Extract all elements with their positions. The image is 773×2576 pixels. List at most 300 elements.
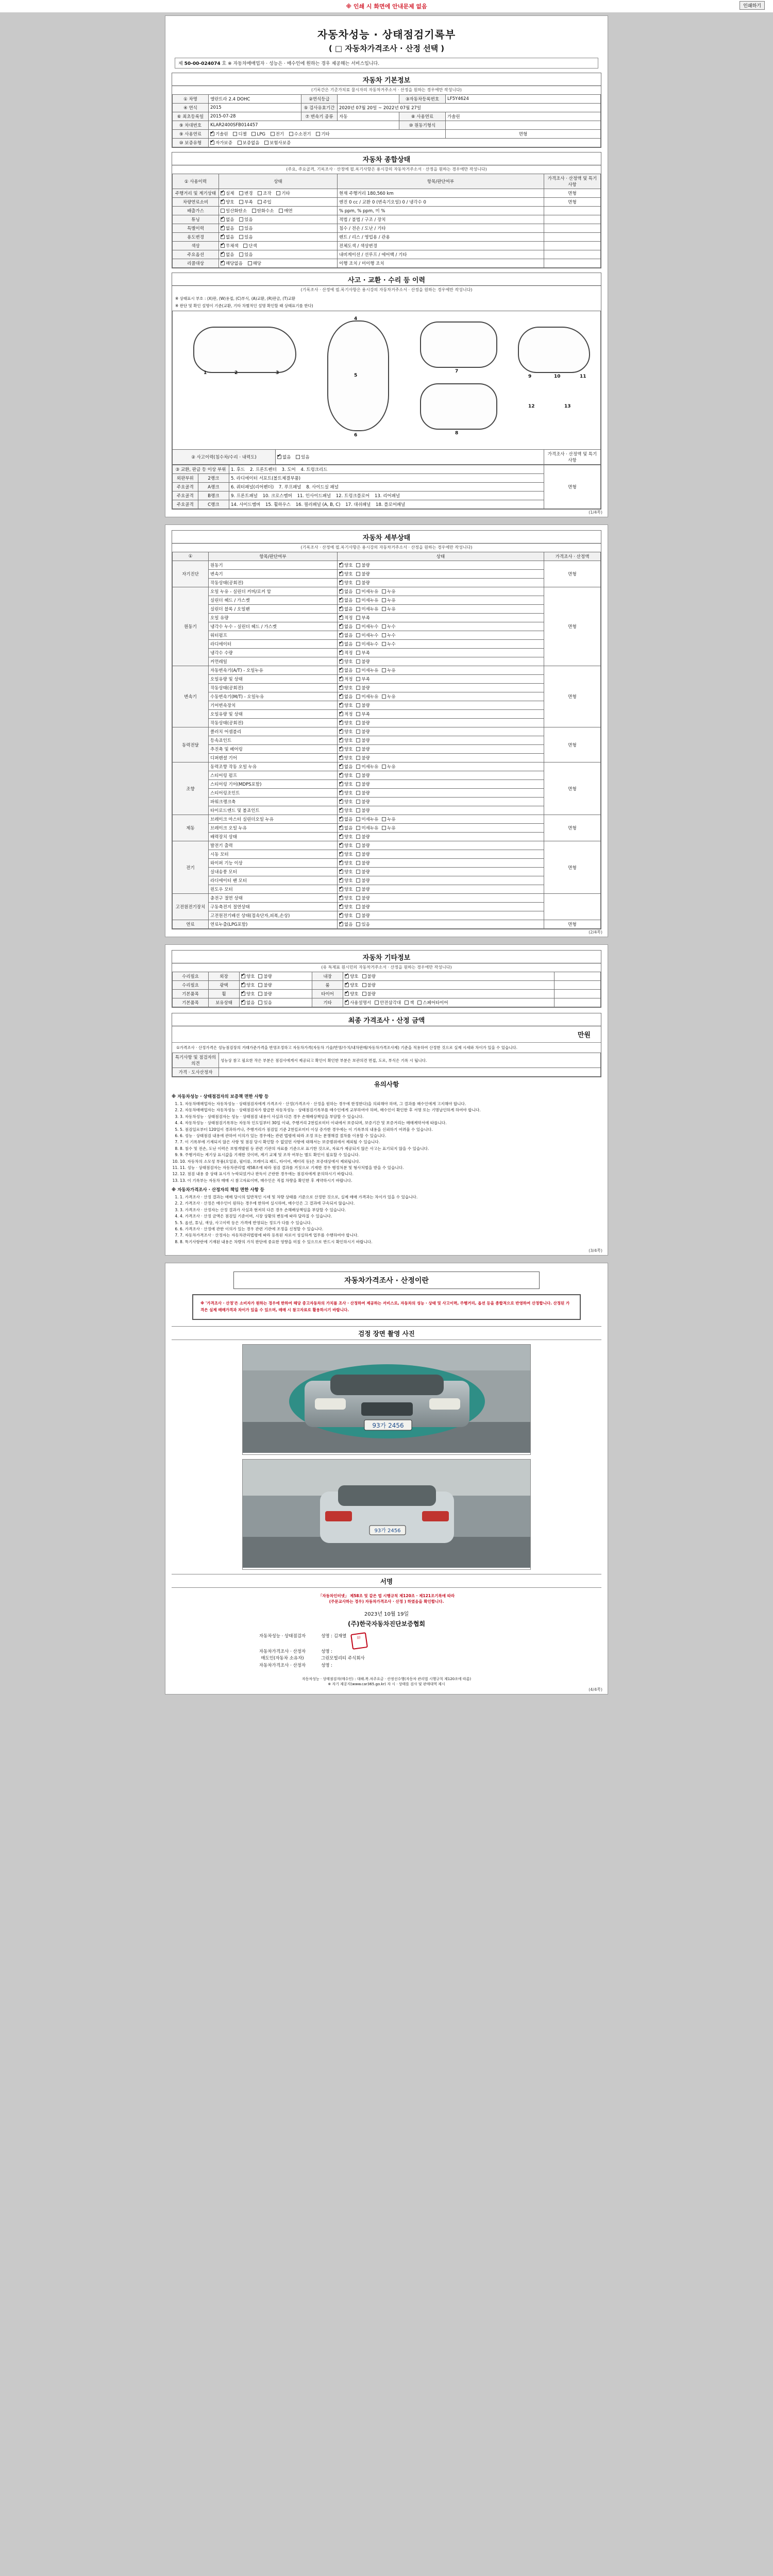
warranty-option[interactable] [238,140,260,146]
checkbox-icon[interactable] [339,581,343,585]
detail-option[interactable] [382,816,395,822]
checkbox-icon[interactable] [382,817,386,821]
detail-option[interactable] [382,597,395,603]
detail-option[interactable] [356,728,369,735]
detail-option[interactable] [356,632,378,638]
detail-option[interactable] [339,623,352,630]
other-option[interactable] [405,999,414,1006]
frame-item[interactable]: 18. 플로어패널 [376,502,406,507]
checkbox-icon[interactable] [356,861,360,865]
detail-option[interactable] [356,685,369,691]
detail-option[interactable] [339,728,352,735]
detail-option[interactable] [356,904,369,910]
checkbox-icon[interactable] [356,878,360,883]
detail-option[interactable] [339,711,352,717]
detail-option[interactable] [382,825,395,831]
checkbox-icon[interactable] [339,598,343,602]
frame-item[interactable]: 11. 인사이드패널 [297,494,331,499]
checkbox-icon[interactable] [382,633,386,637]
detail-option[interactable] [339,781,352,787]
other-option[interactable] [417,999,448,1006]
checkbox-icon[interactable] [248,261,252,265]
detail-option[interactable] [356,615,369,621]
detail-option[interactable] [356,886,369,892]
checkbox-icon[interactable] [251,132,256,136]
checkbox-icon[interactable] [356,668,360,672]
fuel-option[interactable] [210,131,228,137]
checkbox-icon[interactable] [356,756,360,760]
checkbox-icon[interactable] [356,800,360,804]
checkbox-icon[interactable] [345,974,349,978]
detail-option[interactable] [356,825,378,831]
detail-option[interactable] [382,667,395,673]
frame-item[interactable]: 16. 필러패널 (A, B, C) [295,502,341,507]
detail-option[interactable] [356,799,369,805]
checkbox-icon[interactable] [339,712,343,716]
detail-option[interactable] [356,772,369,778]
checkbox-icon[interactable] [277,455,281,459]
checkbox-icon[interactable] [356,817,360,821]
checkbox-icon[interactable] [241,992,245,996]
checkbox-icon[interactable] [239,235,243,239]
checkbox-icon[interactable] [356,747,360,751]
checkbox-icon[interactable] [356,598,360,602]
frame-item[interactable]: 4. 트렁크리드 [300,467,328,472]
detail-option[interactable] [356,860,369,866]
checkbox-icon[interactable] [339,633,343,637]
detail-option[interactable] [339,799,352,805]
checkbox-icon[interactable] [239,217,243,222]
state-option[interactable] [221,208,247,214]
detail-option[interactable] [339,790,352,796]
detail-option[interactable] [339,746,352,752]
checkbox-icon[interactable] [356,616,360,620]
checkbox-icon[interactable] [339,913,343,918]
detail-option[interactable] [339,641,352,647]
other-option[interactable] [241,982,255,988]
checkbox-icon[interactable] [316,132,320,136]
checkbox-icon[interactable] [221,235,225,239]
checkbox-icon[interactable] [339,642,343,646]
checkbox-icon[interactable] [241,1001,245,1005]
state-option[interactable] [221,251,234,258]
state-option[interactable] [221,199,234,205]
checkbox-icon[interactable] [210,141,214,145]
checkbox-icon[interactable] [339,694,343,699]
detail-option[interactable] [356,790,369,796]
detail-option[interactable] [339,562,352,568]
other-option[interactable] [258,982,272,988]
detail-option[interactable] [356,702,369,708]
detail-option[interactable] [339,597,352,603]
checkbox-icon[interactable] [258,992,262,996]
checkbox-icon[interactable] [339,826,343,830]
checkbox-icon[interactable] [339,878,343,883]
checkbox-icon[interactable] [356,651,360,655]
detail-option[interactable] [356,658,369,665]
detail-option[interactable] [356,746,369,752]
detail-option[interactable] [382,606,395,612]
state-option[interactable] [239,234,253,240]
other-option[interactable] [258,991,272,997]
detail-option[interactable] [356,912,369,919]
detail-option[interactable] [339,676,352,682]
accident-option[interactable] [296,454,309,460]
checkbox-icon[interactable] [382,624,386,629]
fuel-option[interactable] [316,131,329,137]
detail-option[interactable] [339,895,352,901]
checkbox-icon[interactable] [339,607,343,611]
checkbox-icon[interactable] [221,226,225,230]
state-option[interactable] [221,243,239,249]
frame-item[interactable]: 6. 쿼터패널(리어펜더) [231,485,274,490]
checkbox-icon[interactable] [382,765,386,769]
other-option[interactable] [362,973,376,979]
checkbox-icon[interactable] [258,191,262,195]
detail-option[interactable] [356,650,369,656]
detail-option[interactable] [339,912,352,919]
detail-option[interactable] [356,641,378,647]
checkbox-icon[interactable] [339,616,343,620]
checkbox-icon[interactable] [356,870,360,874]
detail-option[interactable] [339,693,352,700]
checkbox-icon[interactable] [339,808,343,812]
vehicle-diagram[interactable] [172,311,601,450]
checkbox-icon[interactable] [356,703,360,707]
checkbox-icon[interactable] [356,896,360,900]
state-option[interactable] [243,243,257,249]
checkbox-icon[interactable] [356,808,360,812]
detail-option[interactable] [339,816,352,822]
checkbox-icon[interactable] [252,209,256,213]
detail-option[interactable] [356,623,378,630]
checkbox-icon[interactable] [221,252,225,257]
detail-option[interactable] [356,597,378,603]
detail-option[interactable] [356,764,378,770]
detail-option[interactable] [339,755,352,761]
checkbox-icon[interactable] [339,791,343,795]
state-option[interactable] [239,190,253,196]
detail-option[interactable] [356,851,369,857]
checkbox-icon[interactable] [339,703,343,707]
fuel-option[interactable] [233,131,246,137]
detail-option[interactable] [382,693,395,700]
detail-option[interactable] [339,685,352,691]
detail-option[interactable] [356,781,369,787]
checkbox-icon[interactable] [221,217,225,222]
checkbox-icon[interactable] [356,659,360,664]
checkbox-icon[interactable] [356,581,360,585]
fuel-option[interactable] [251,132,265,137]
checkbox-icon[interactable] [356,730,360,734]
checkbox-icon[interactable] [382,668,386,672]
checkbox-icon[interactable] [382,826,386,830]
checkbox-icon[interactable] [239,191,243,195]
checkbox-icon[interactable] [356,642,360,646]
detail-option[interactable] [339,764,352,770]
checkbox-icon[interactable] [382,642,386,646]
detail-option[interactable] [356,711,369,717]
detail-option[interactable] [356,720,369,726]
checkbox-icon[interactable] [339,659,343,664]
detail-option[interactable] [339,720,352,726]
frame-item[interactable]: 15. 휠하우스 [265,502,291,507]
checkbox-icon[interactable] [356,607,360,611]
checkbox-icon[interactable] [258,974,262,978]
checkbox-icon[interactable] [339,747,343,751]
checkbox-icon[interactable] [238,141,242,145]
checkbox-icon[interactable] [271,132,275,136]
other-option[interactable] [241,999,255,1006]
checkbox-icon[interactable] [362,983,366,987]
frame-item[interactable]: 5. 라디에이터 서포트(볼트체결부품) [231,476,301,481]
checkbox-icon[interactable] [345,983,349,987]
detail-option[interactable] [382,764,395,770]
other-option[interactable] [241,991,255,997]
state-option[interactable] [221,216,234,223]
detail-option[interactable] [339,860,352,866]
detail-option[interactable] [356,755,369,761]
checkbox-icon[interactable] [339,572,343,576]
detail-option[interactable] [339,702,352,708]
frame-item[interactable]: 2. 프론트펜더 [249,467,277,472]
checkbox-icon[interactable] [339,765,343,769]
checkbox-icon[interactable] [221,191,225,195]
checkbox-icon[interactable] [356,765,360,769]
fuel-option[interactable] [271,131,284,137]
checkbox-icon[interactable] [339,773,343,777]
frame-item[interactable]: 12. 트렁크플로어 [335,494,370,499]
state-option[interactable] [252,208,274,214]
checkbox-icon[interactable] [356,738,360,742]
state-option[interactable] [248,260,261,266]
detail-option[interactable] [382,623,395,630]
checkbox-icon[interactable] [221,261,225,265]
checkbox-icon[interactable] [356,712,360,716]
other-option[interactable] [345,999,371,1006]
detail-option[interactable] [339,842,352,849]
detail-option[interactable] [339,632,352,638]
detail-option[interactable] [339,580,352,586]
state-option[interactable] [221,260,243,266]
detail-option[interactable] [356,816,378,822]
checkbox-icon[interactable] [258,983,262,987]
checkbox-icon[interactable] [339,624,343,629]
frame-item[interactable]: 14. 사이드멤버 [231,502,261,507]
detail-option[interactable] [339,658,352,665]
checkbox-icon[interactable] [339,677,343,681]
checkbox-icon[interactable] [279,209,283,213]
detail-option[interactable] [339,904,352,910]
checkbox-icon[interactable] [339,730,343,734]
frame-item[interactable]: 7. 루프패널 [278,485,301,490]
detail-option[interactable] [339,571,352,577]
checkbox-icon[interactable] [356,589,360,594]
checkbox-icon[interactable] [356,913,360,918]
detail-option[interactable] [356,842,369,849]
frame-item[interactable]: 13. 리어패널 [374,494,400,499]
checkbox-icon[interactable] [339,922,343,926]
checkbox-icon[interactable] [258,1001,262,1005]
checkbox-icon[interactable] [339,852,343,856]
detail-option[interactable] [339,851,352,857]
detail-option[interactable] [339,869,352,875]
detail-option[interactable] [339,772,352,778]
checkbox-icon[interactable] [356,721,360,725]
detail-option[interactable] [339,615,352,621]
state-option[interactable] [239,225,253,231]
checkbox-icon[interactable] [339,738,343,742]
checkbox-icon[interactable] [382,589,386,594]
checkbox-icon[interactable] [356,773,360,777]
checkbox-icon[interactable] [210,132,214,136]
checkbox-icon[interactable] [356,843,360,848]
checkbox-icon[interactable] [339,651,343,655]
detail-option[interactable] [339,650,352,656]
detail-option[interactable] [339,886,352,892]
warranty-option[interactable] [264,140,291,146]
checkbox-icon[interactable] [241,983,245,987]
checkbox-icon[interactable] [243,244,247,248]
checkbox-icon[interactable] [356,782,360,786]
state-option[interactable] [221,225,234,231]
checkbox-icon[interactable] [339,668,343,672]
detail-option[interactable] [356,676,369,682]
checkbox-icon[interactable] [356,624,360,629]
detail-option[interactable] [356,562,369,568]
state-option[interactable] [221,190,234,196]
checkbox-icon[interactable] [417,1001,422,1005]
detail-option[interactable] [356,869,369,875]
checkbox-icon[interactable] [382,694,386,699]
other-option[interactable] [362,982,376,988]
checkbox-icon[interactable] [339,800,343,804]
frame-item[interactable]: 10. 크로스멤버 [262,494,292,499]
frame-item[interactable]: 9. 프론트패널 [231,494,258,499]
checkbox-icon[interactable] [221,200,225,204]
checkbox-icon[interactable] [339,835,343,839]
checkbox-icon[interactable] [356,563,360,567]
checkbox-icon[interactable] [339,870,343,874]
checkbox-icon[interactable] [339,756,343,760]
detail-option[interactable] [356,895,369,901]
checkbox-icon[interactable] [339,589,343,594]
checkbox-icon[interactable] [339,721,343,725]
detail-option[interactable] [382,641,395,647]
accident-option[interactable] [277,454,291,460]
detail-option[interactable] [339,588,352,595]
other-option[interactable] [258,999,272,1006]
other-option[interactable] [345,973,358,979]
checkbox-icon[interactable] [339,782,343,786]
detail-option[interactable] [356,834,369,840]
checkbox-icon[interactable] [356,686,360,690]
checkbox-icon[interactable] [356,852,360,856]
other-option[interactable] [258,973,272,979]
detail-option[interactable] [382,632,395,638]
other-option[interactable] [345,982,358,988]
state-option[interactable] [239,199,253,205]
checkbox-icon[interactable] [345,992,349,996]
checkbox-icon[interactable] [339,563,343,567]
detail-option[interactable] [339,807,352,814]
detail-option[interactable] [339,834,352,840]
checkbox-icon[interactable] [362,974,366,978]
detail-option[interactable] [339,606,352,612]
detail-option[interactable] [356,588,378,595]
checkbox-icon[interactable] [356,633,360,637]
detail-option[interactable] [356,737,369,743]
checkbox-icon[interactable] [339,896,343,900]
checkbox-icon[interactable] [339,887,343,891]
checkbox-icon[interactable] [239,252,243,257]
frame-item[interactable]: 8. 사이드실 패널 [306,485,339,490]
checkbox-icon[interactable] [258,200,262,204]
detail-option[interactable] [356,921,369,927]
fuel-option[interactable] [289,131,311,137]
checkbox-icon[interactable] [382,607,386,611]
state-option[interactable] [276,190,290,196]
checkbox-icon[interactable] [239,226,243,230]
checkbox-icon[interactable] [356,887,360,891]
detail-option[interactable] [339,825,352,831]
state-option[interactable] [258,199,271,205]
checkbox-icon[interactable] [339,843,343,848]
frame-item[interactable]: 17. 대쉬패널 [345,502,371,507]
checkbox-icon[interactable] [221,244,225,248]
checkbox-icon[interactable] [239,200,243,204]
state-option[interactable] [279,208,292,214]
detail-option[interactable] [356,606,378,612]
detail-option[interactable] [339,667,352,673]
detail-option[interactable] [382,588,395,595]
checkbox-icon[interactable] [356,694,360,699]
other-option[interactable] [241,973,255,979]
checkbox-icon[interactable] [233,132,237,136]
checkbox-icon[interactable] [221,209,225,213]
checkbox-icon[interactable] [356,835,360,839]
checkbox-icon[interactable] [345,1001,349,1005]
checkbox-icon[interactable] [375,1001,379,1005]
checkbox-icon[interactable] [356,905,360,909]
other-option[interactable] [345,991,358,997]
detail-option[interactable] [339,921,352,927]
state-option[interactable] [239,251,253,258]
state-option[interactable] [221,234,234,240]
detail-option[interactable] [356,667,378,673]
checkbox-icon[interactable] [276,191,280,195]
checkbox-icon[interactable] [241,974,245,978]
checkbox-icon[interactable] [339,817,343,821]
state-option[interactable] [258,190,271,196]
checkbox-icon[interactable] [356,677,360,681]
state-option[interactable] [239,216,253,223]
checkbox-icon[interactable] [356,826,360,830]
frame-item[interactable]: 3. 도어 [281,467,296,472]
checkbox-icon[interactable] [339,861,343,865]
checkbox-icon[interactable] [356,922,360,926]
print-button[interactable]: 인쇄하기 [740,1,765,10]
detail-option[interactable] [356,571,369,577]
detail-option[interactable] [339,877,352,884]
frame-item[interactable]: 1. 후드 [231,467,245,472]
other-option[interactable] [375,999,401,1006]
checkbox-icon[interactable] [339,686,343,690]
detail-option[interactable] [356,580,369,586]
checkbox-icon[interactable] [405,1001,409,1005]
detail-option[interactable] [356,693,378,700]
checkbox-icon[interactable] [339,905,343,909]
